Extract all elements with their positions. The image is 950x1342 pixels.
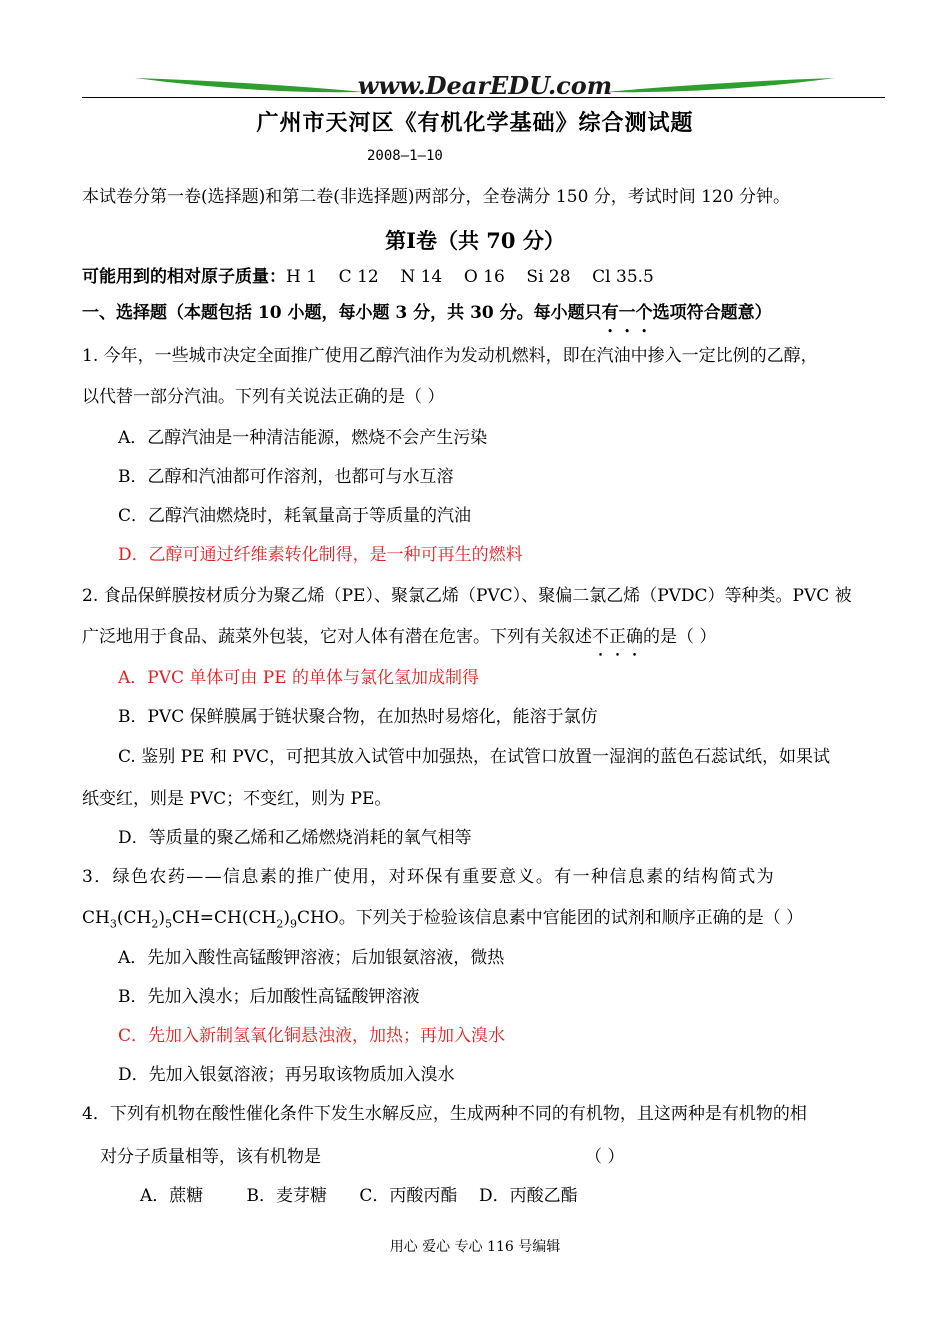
q2-stem-emphasis xyxy=(592,627,643,647)
q4-options: A．蔗糖 B．麦芽糖 C．丙酸丙酯 D．丙酸乙酯 xyxy=(140,1186,578,1206)
q3-stem-line2 xyxy=(82,907,803,929)
page-title: 广州市天河区《有机化学基础》综合测试题 xyxy=(256,110,694,136)
q2-option-d: D．等质量的聚乙烯和乙烯燃烧消耗的氧气相等 xyxy=(118,828,472,848)
emphasis-char: 确 xyxy=(626,627,643,647)
q1-option-a: A．乙醇汽油是一种清洁能源，燃烧不会产生污染 xyxy=(118,428,488,448)
atomic-mass-line xyxy=(82,266,654,288)
q1-stem-line1: 1. 今年，一些城市决定全面推广使用乙醇汽油作为发动机燃料，即在汽油中掺入一定比例的乙醇， xyxy=(82,346,818,366)
q3-option-b: B．先加入溴水；后加酸性高锰酸钾溶液 xyxy=(118,987,420,1007)
q2-option-a-answer: A．PVC 单体可由 PE 的单体与氯化氢加成制得 xyxy=(118,668,480,688)
intro-text: 本试卷分第一卷(选择题)和第二卷(非选择题)两部分，全卷满分 150 分，考试时间 120 分钟。 xyxy=(82,187,791,207)
q4-stem-line1: 4．下列有机物在酸性催化条件下发生水解反应，生成两种不同的有机物，且这两种是有机物的相 xyxy=(82,1104,807,1124)
q2-option-c-line1: C. 鉴别 PE 和 PVC，可把其放入试管中加强热，在试管口放置一湿润的蓝色石蕊试纸，如果试 xyxy=(118,747,830,767)
q1-stem-line2: 以代替一部分汽油。下列有关说法正确的是（ ） xyxy=(82,387,445,407)
q2-stem-line2 xyxy=(82,626,716,648)
q1-option-d-answer: D．乙醇可通过纤维素转化制得，是一种可再生的燃料 xyxy=(118,545,523,565)
emphasis-char: 个 xyxy=(635,303,653,323)
atomic-mass-label: 可能用到的相对原子质量： xyxy=(82,267,286,287)
atomic-mass-values: H 1 C 12 N 14 O 16 Si 28 Cl 35.5 xyxy=(286,267,654,287)
logo-text: www.DearEDU.com xyxy=(357,72,613,100)
emphasis-char: 一 xyxy=(618,303,636,323)
part1-heading-b: 选项符合题意） xyxy=(652,303,772,323)
q2-option-c-line2: 纸变红，则是 PVC；不变红，则为 PE。 xyxy=(82,789,392,809)
emphasis-char: 有 xyxy=(601,303,619,323)
q3-option-c-answer: C．先加入新制氢氧化铜悬浊液，加热；再加入溴水 xyxy=(118,1026,506,1046)
emphasis-char: 不 xyxy=(592,627,609,647)
logo-left-swoosh xyxy=(135,78,365,92)
q2-stem-line2a: 广泛地用于食品、蔬菜外包装，它对人体有潜在危害。下列有关叙述 xyxy=(82,627,592,647)
q2-option-b: B．PVC 保鲜膜属于链状聚合物，在加热时易熔化，能溶于氯仿 xyxy=(118,707,598,727)
header-rule xyxy=(82,97,885,98)
section-title: 第Ⅰ卷（共 70 分） xyxy=(385,228,565,253)
part1-heading-emphasis xyxy=(602,303,653,323)
q4-answer-blank: （ ） xyxy=(585,1147,625,1167)
q2-stem-line2b: 的是（ ） xyxy=(643,627,717,647)
logo-right-swoosh xyxy=(605,78,835,92)
emphasis-char: 正 xyxy=(609,627,626,647)
exam-date: 2008—1—10 xyxy=(367,148,443,164)
q1-option-b: B．乙醇和汽油都可作溶剂，也都可与水互溶 xyxy=(118,467,454,487)
page-footer: 用心 爱心 专心 116 号编辑 xyxy=(389,1239,561,1255)
q3-formula: $CH_3(CH_2)_5CH=CH(CH_2)_9CHO$。 xyxy=(82,908,356,931)
q2-stem-line1: 2. 食品保鲜膜按材质分为聚乙烯（PE）、聚氯乙烯（PVC）、聚偏二氯乙烯（PVDC）等种类。PVC 被 xyxy=(82,586,852,606)
q3-stem-line2-rest: 下列关于检验该信息素中官能团的试剂和顺序正确的是（ ） xyxy=(355,908,804,928)
q3-stem-line1: 3．绿色农药——信息素的推广使用，对环保有重要意义。有一种信息素的结构简式为 xyxy=(82,867,776,887)
q3-option-a: A．先加入酸性高锰酸钾溶液；后加银氨溶液，微热 xyxy=(118,948,505,968)
part1-heading xyxy=(82,302,772,324)
part1-heading-a: 一、选择题（本题包括 10 小题，每小题 3 分，共 30 分。每小题只 xyxy=(82,303,602,323)
q4-stem-line2: 对分子质量相等，该有机物是 xyxy=(100,1147,321,1167)
q1-option-c: C．乙醇汽油燃烧时，耗氧量高于等质量的汽油 xyxy=(118,506,472,526)
q3-option-d: D．先加入银氨溶液；再另取该物质加入溴水 xyxy=(118,1065,455,1085)
